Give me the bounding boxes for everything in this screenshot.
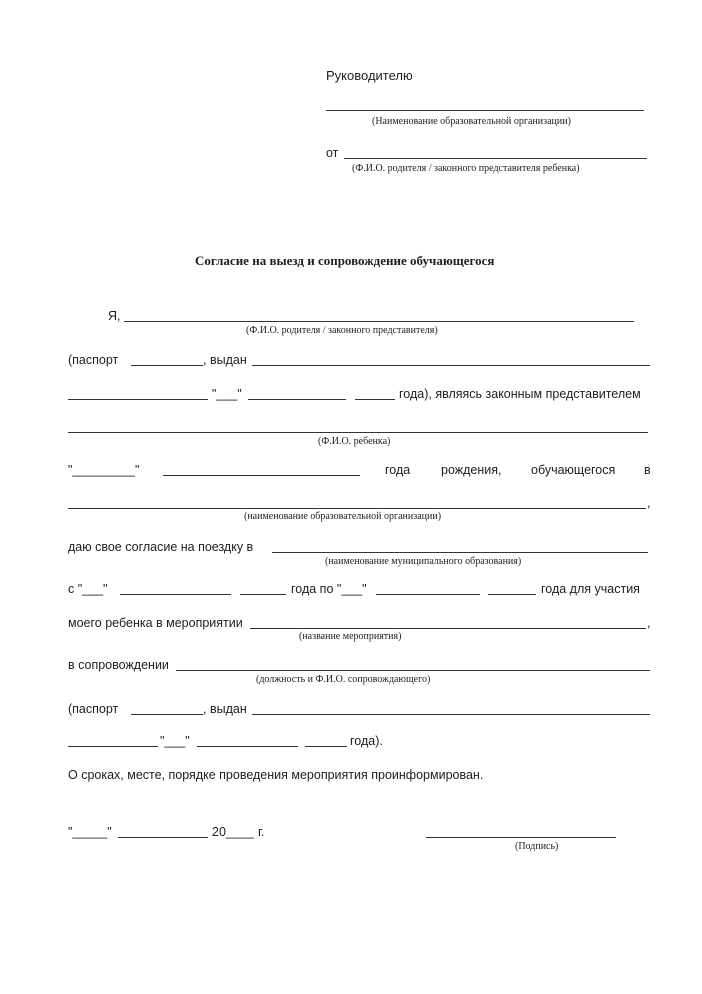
event-caption: (название мероприятия) xyxy=(299,631,402,642)
birth-date-line[interactable] xyxy=(163,475,360,476)
from-date-label: с "___" xyxy=(68,582,108,596)
addressee: Руководителю xyxy=(326,68,413,83)
accompany-line[interactable] xyxy=(176,670,650,671)
signature-caption: (Подпись) xyxy=(515,841,559,852)
municipality-line[interactable] xyxy=(272,552,648,553)
issue-day-quote: "___" xyxy=(212,387,242,401)
accompany-caption: (должность и Ф.И.О. сопровождающего) xyxy=(256,674,431,685)
to-year-line[interactable] xyxy=(488,594,536,595)
year-to-label: года по "___" xyxy=(291,582,367,596)
passport2-label: (паспорт xyxy=(68,702,119,716)
child-caption: (Ф.И.О. ребенка) xyxy=(318,436,391,447)
document-title: Согласие на выезд и сопровождение обучающегося xyxy=(195,253,495,268)
parent-caption: (Ф.И.О. родителя / законного представителя) xyxy=(246,325,438,336)
signature-line[interactable] xyxy=(426,837,616,838)
issued-by-line[interactable] xyxy=(252,365,650,366)
org-line[interactable] xyxy=(68,508,646,509)
issued-by-cont-line[interactable] xyxy=(68,399,208,400)
event-label: моего ребенка в мероприятии xyxy=(68,616,243,630)
participation-label: года для участия xyxy=(541,582,640,596)
issue-month-line[interactable] xyxy=(248,399,346,400)
org-name-line[interactable] xyxy=(326,110,644,111)
issued2-label: , выдан xyxy=(203,702,247,716)
sign-month-line[interactable] xyxy=(118,837,208,838)
issued-label: , выдан xyxy=(203,353,247,367)
event-comma: , xyxy=(647,616,651,630)
birth-day-quote: "_________" xyxy=(68,463,140,477)
issue2-year-line[interactable] xyxy=(305,746,347,747)
issued2-by-line[interactable] xyxy=(252,714,650,715)
sign-year: 20____ xyxy=(212,825,254,839)
from-caption: (Ф.И.О. родителя / законного представителя ребенка) xyxy=(352,163,580,174)
municipality-caption: (наименование муниципального образования) xyxy=(325,556,522,567)
issue-year-line[interactable] xyxy=(355,399,395,400)
i-label: Я, xyxy=(108,309,121,323)
to-month-line[interactable] xyxy=(376,594,480,595)
consent-label: даю свое согласие на поездку в xyxy=(68,540,254,554)
from-year-line[interactable] xyxy=(240,594,286,595)
issue2-day-quote: "___" xyxy=(160,734,190,748)
birth-label: рождения, xyxy=(441,463,502,477)
child-name-line[interactable] xyxy=(68,432,648,433)
passport-number-line[interactable] xyxy=(131,365,203,366)
parent-name-line[interactable] xyxy=(124,321,634,322)
informed-text: О сроках, месте, порядке проведения мероприятия проинформирован. xyxy=(68,768,484,782)
org-caption: (наименование образовательной организации) xyxy=(244,511,442,522)
in-label: в xyxy=(644,463,651,477)
birth-year-label: года xyxy=(385,463,411,477)
issued2-by-cont-line[interactable] xyxy=(68,746,158,747)
passport2-number-line[interactable] xyxy=(131,714,203,715)
from-name-line[interactable] xyxy=(344,158,647,159)
issue2-month-line[interactable] xyxy=(197,746,298,747)
sign-day-quote: "_____" xyxy=(68,825,112,839)
passport-label: (паспорт xyxy=(68,353,119,367)
from-month-line[interactable] xyxy=(120,594,231,595)
accompany-label: в сопровождении xyxy=(68,658,169,672)
sign-year-suffix: г. xyxy=(258,825,265,839)
student-label: обучающегося xyxy=(531,463,616,477)
org-name-caption: (Наименование образовательной организации) xyxy=(372,116,571,127)
event-name-line[interactable] xyxy=(250,628,646,629)
year-close: года). xyxy=(350,734,383,748)
org-comma: , xyxy=(647,496,651,510)
from-label: от xyxy=(326,146,339,160)
legal-rep-text: года), являясь законным представителем xyxy=(399,387,641,401)
